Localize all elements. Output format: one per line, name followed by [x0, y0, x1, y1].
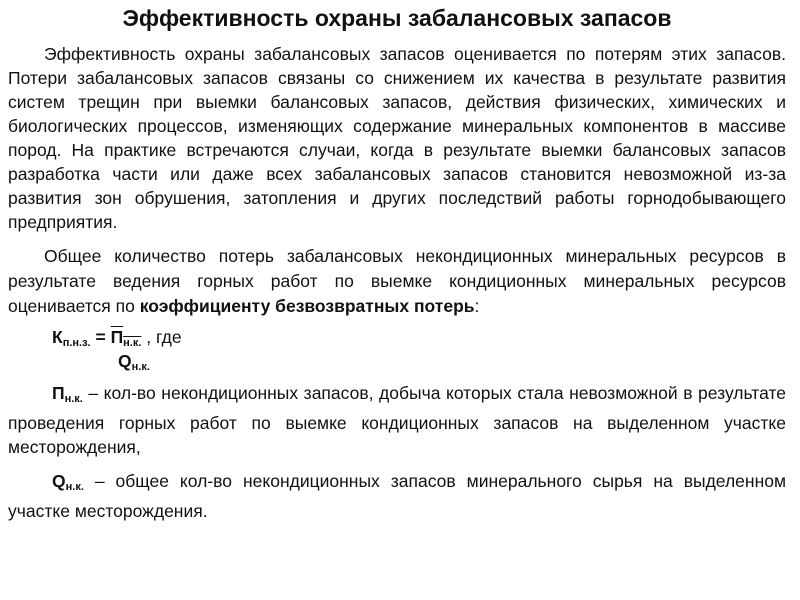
definition-2-text: – общее кол-во некондиционных запасов минерального сырья на выделенном участке месторождения.: [8, 471, 786, 521]
definition-1-sub: н.к.: [64, 393, 83, 405]
formula-num-symbol: П: [110, 327, 124, 347]
definition-1: [8, 381, 786, 459]
definition-1-symbol: П: [52, 383, 65, 403]
paragraph-2-end: :: [474, 296, 480, 316]
formula-line: [52, 327, 182, 349]
definition-2: [8, 469, 786, 523]
formula-den-sub: н.к.: [131, 361, 150, 373]
formula-lhs-sub: п.н.з.: [62, 337, 91, 349]
formula-equals: =: [90, 327, 111, 347]
formula-denominator: [118, 351, 150, 373]
paragraph-2: [8, 244, 786, 319]
formula-numerator: [111, 327, 142, 347]
formula-num-sub: н.к.: [123, 337, 142, 349]
formula: [52, 323, 786, 375]
formula-den-symbol: Q: [118, 351, 132, 371]
paragraph-2-bold-term: коэффициенту безвозвратных потерь: [139, 296, 475, 316]
definitions: [8, 381, 786, 523]
definition-2-symbol: Q: [52, 471, 66, 491]
paragraph-1: Эффективность охраны забалансовых запасов оценивается по потерям этих запасов. Потери забалансовых запасов связаны со снижением их качества в результате развития систем трещин при выемки балансовых запасов, действия физических, химических и биологических процессов, изменяющих содержание минеральных компонентов в массиве пород. На практике встречаются случаи, когда в результате выемки балансовых запасов разработка части или даже всех забалансовых запасов становится невозможной из-за развития зон обрушения, затопления и других последствий работы горнодобывающего предприятия.: [8, 44, 786, 232]
definition-2-sub: н.к.: [65, 481, 84, 493]
formula-tail: , где: [141, 327, 182, 347]
slide-title: Эффективность охраны забалансовых запасов: [122, 5, 672, 31]
paragraph-2-text: Общее количество потерь забалансовых некондиционных минеральных ресурсов в результате ведения горных работ по выемке кондиционных минеральных ресурсов оценивается по: [8, 246, 786, 316]
formula-lhs: К: [52, 327, 63, 347]
definition-1-text: – кол-во некондиционных запасов, добыча которых стала невозможной в результате проведения горных работ по выемке кондиционных запасов на выделенном участке месторождения,: [8, 383, 786, 457]
